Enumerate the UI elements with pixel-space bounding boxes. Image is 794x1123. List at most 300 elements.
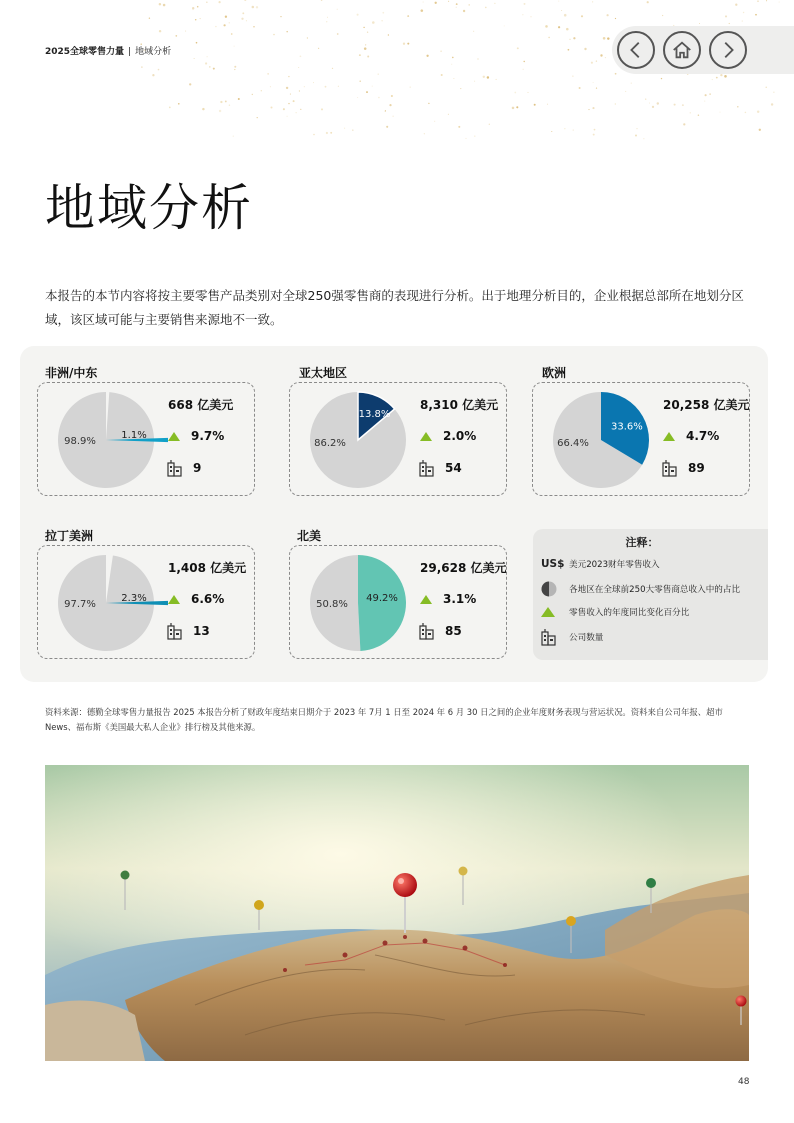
pie-chart <box>533 383 663 497</box>
sparkle-dot <box>234 69 235 70</box>
sparkle-dot <box>759 129 761 131</box>
sparkle-dot <box>318 48 319 49</box>
sparkle-dot <box>300 109 301 110</box>
sparkle-dot <box>690 112 691 113</box>
sparkle-dot <box>280 16 281 17</box>
sparkle-dot <box>225 16 227 18</box>
pie-label: 66.4% <box>557 438 589 449</box>
sparkle-dot <box>547 104 548 105</box>
sparkle-dot <box>378 97 380 99</box>
sparkle-dot <box>290 94 291 95</box>
company-count-row <box>167 459 201 477</box>
sparkle-dot <box>548 37 549 38</box>
sparkle-dot <box>448 114 449 115</box>
sparkle-dot <box>241 18 243 20</box>
sparkle-dot <box>326 21 327 22</box>
growth-up-icon <box>168 595 180 604</box>
map-with-pins-image <box>45 765 749 1061</box>
sparkle-dot <box>558 26 560 28</box>
sparkle-dot <box>757 111 759 113</box>
sparkle-dot <box>757 0 759 2</box>
sparkle-dot <box>561 10 562 11</box>
sparkle-dot <box>699 23 700 24</box>
growth-row <box>420 429 476 443</box>
company-count-row <box>419 459 462 477</box>
building-icon <box>167 622 183 640</box>
sparkle-dot <box>158 69 160 71</box>
sparkle-dot <box>338 86 339 87</box>
sparkle-dot <box>596 60 597 61</box>
sparkle-dot <box>504 25 505 26</box>
sparkle-dot <box>592 107 594 109</box>
sparkle-dot <box>234 46 235 47</box>
sparkle-dot <box>709 93 710 94</box>
sparkle-dot <box>466 138 467 139</box>
sparkle-dot <box>307 37 308 38</box>
sparkle-dot <box>344 128 345 129</box>
sparkle-dot <box>189 83 191 85</box>
sparkle-dot <box>451 64 452 65</box>
sparkle-dot <box>178 103 180 105</box>
sparkle-dot <box>163 4 166 7</box>
intro-paragraph: 本报告的本节内容将按主要零售产品类别对全球250强零售商的表现进行分析。出于地理分析目的，企业根据总部所在地划分区域，该区域可能与主要销售来源地不一致。 <box>45 288 744 327</box>
sparkle-dot <box>200 18 201 19</box>
sparkle-dot <box>386 126 388 128</box>
sparkle-dot <box>357 14 359 16</box>
sparkle-dot <box>271 107 273 109</box>
sparkle-dot <box>244 0 246 1</box>
sparkle-dot <box>468 4 470 6</box>
sparkle-dot <box>463 10 465 12</box>
sparkle-dot <box>385 110 386 111</box>
sparkle-dot <box>407 43 409 45</box>
region-growth: 3.1% <box>443 592 477 606</box>
sparkle-dot <box>313 82 314 83</box>
sparkle-dot <box>474 135 475 136</box>
pie-label: 50.8% <box>316 599 348 610</box>
region-title: 北美 <box>297 529 322 543</box>
legend-box <box>533 529 768 660</box>
sparkle-dot <box>293 100 295 102</box>
sparkle-dot <box>304 86 305 87</box>
legend-text: 零售收入的年度同比变化百分比 <box>569 608 690 618</box>
sparkle-dot <box>388 34 389 35</box>
sparkle-dot <box>270 86 271 87</box>
sparkle-dot <box>223 24 225 26</box>
region-growth: 9.7% <box>191 429 225 443</box>
region-growth: 6.6% <box>191 592 225 606</box>
sparkle-dot <box>332 68 333 69</box>
region-company-count: 89 <box>688 461 705 475</box>
sparkle-dot <box>234 66 236 68</box>
sparkle-dot <box>283 108 285 110</box>
sparkle-dot <box>682 104 684 106</box>
sparkle-dot <box>474 81 475 82</box>
region-revenue: 8,310 亿美元 <box>420 398 499 412</box>
sparkle-dot <box>252 94 253 95</box>
sparkle-dot <box>458 126 460 128</box>
sparkle-dot <box>494 3 495 4</box>
sparkle-dot <box>393 116 394 117</box>
sparkle-dot <box>363 27 364 28</box>
sparkle-dot <box>192 7 194 9</box>
page-title: 地域分析 <box>45 179 253 237</box>
region-growth: 2.0% <box>443 429 477 443</box>
sparkle-dot <box>286 87 288 89</box>
region-company-count: 13 <box>193 624 210 638</box>
sparkle-dot <box>273 34 275 36</box>
sparkle-dot <box>605 57 606 58</box>
sparkle-dot <box>545 25 548 28</box>
sparkle-dot <box>581 15 583 17</box>
sparkle-dot <box>141 66 142 67</box>
pie-label: 49.2% <box>366 593 398 604</box>
sparkle-dot <box>195 19 196 20</box>
sparkle-dot <box>229 104 230 105</box>
sparkle-dot <box>238 98 240 100</box>
sparkle-dot <box>698 115 699 116</box>
report-title: 2025全球零售力量 <box>45 47 125 57</box>
sparkle-dot <box>385 111 386 112</box>
growth-row <box>168 429 224 443</box>
region-company-count: 54 <box>445 461 462 475</box>
region-title: 亚太地区 <box>299 366 348 380</box>
sparkle-dot <box>766 0 767 1</box>
sparkle-dot <box>426 55 428 57</box>
sparkle-dot <box>231 33 233 35</box>
sparkle-dot <box>229 22 230 23</box>
region-card <box>37 545 255 659</box>
region-company-count: 85 <box>445 624 462 638</box>
sparkle-dot <box>337 9 338 10</box>
sparkle-dot <box>564 14 567 17</box>
region-revenue: 1,408 亿美元 <box>168 561 247 575</box>
pie-label: 2.3% <box>121 593 147 604</box>
sparkle-dot <box>202 108 204 110</box>
sparkle-dot <box>568 49 570 51</box>
growth-up-icon <box>168 432 180 441</box>
sparkle-dot <box>603 37 606 40</box>
sparkle-dot <box>524 3 526 5</box>
sparkle-dot <box>564 128 565 129</box>
sparkle-dot <box>766 87 767 88</box>
region-title: 非洲/中东 <box>45 366 98 380</box>
sparkle-dot <box>649 103 650 104</box>
sparkle-dot <box>631 83 632 84</box>
sparkle-dot <box>372 21 375 24</box>
building-icon <box>167 459 183 477</box>
sparkle-dot <box>724 75 727 78</box>
legend-item-share <box>541 581 740 597</box>
sparkle-dot <box>337 33 339 35</box>
growth-up-icon <box>420 432 432 441</box>
sparkle-dot <box>637 128 638 129</box>
legend-item-companies <box>541 628 603 646</box>
sparkle-dot <box>410 86 411 87</box>
sparkle-dot <box>720 74 722 76</box>
sparkle-dot <box>729 23 730 24</box>
sparkle-dot <box>364 47 367 50</box>
sparkle-dot <box>452 57 454 59</box>
sparkle-dot <box>330 132 332 134</box>
pie-label: 13.8% <box>358 408 391 420</box>
sparkle-dot <box>367 56 369 58</box>
sparkle-dot <box>615 103 616 104</box>
sparkle-dot <box>296 112 297 113</box>
sparkle-dot <box>652 106 654 108</box>
sparkle-dot <box>725 15 727 17</box>
growth-up-icon <box>420 595 432 604</box>
sparkle-dot <box>220 101 222 103</box>
growth-row <box>420 592 476 606</box>
sparkle-dot <box>456 7 457 8</box>
sparkle-dot <box>572 75 573 76</box>
sparkle-dot <box>487 76 489 78</box>
sparkle-dot <box>674 104 676 106</box>
source-note: 资料来源：德勤全球零售力量报告 2025 本报告分析了财政年度结束日期介于 2023 年 7月 1 日至 2024 年 6 月 30 日之间的企业年度财务表现与营运状况。资料来自公司年报、超市 News、福布斯《美国最大私人企业》排行榜及其他来源。 <box>45 707 723 732</box>
sparkle-dot <box>257 117 258 118</box>
map-photo <box>45 765 749 1061</box>
region-revenue: 668 亿美元 <box>168 398 234 412</box>
sparkle-dot <box>514 92 516 94</box>
triangle-up-icon <box>541 607 555 617</box>
sparkle-dot <box>428 103 429 104</box>
company-count-row <box>662 459 705 477</box>
region-title: 欧洲 <box>542 366 567 380</box>
legend-text: 各地区在全球前250大零售商总收入中的占比 <box>569 585 741 595</box>
sparkle-dot <box>298 67 299 68</box>
sparkle-dot <box>523 69 524 70</box>
sparkle-dot <box>365 44 366 45</box>
sparkle-dot <box>325 86 327 88</box>
prev-page-button[interactable] <box>617 31 655 69</box>
sparkle-dot <box>288 103 289 104</box>
sparkle-dot <box>591 62 593 64</box>
breadcrumb <box>45 44 171 57</box>
currency-label: US$ <box>541 558 565 570</box>
pie-label: 98.9% <box>64 436 96 447</box>
sparkle-dot <box>366 91 368 93</box>
pie-chart <box>290 546 420 660</box>
sparkle-dot <box>256 6 258 8</box>
sparkle-dot <box>321 0 323 1</box>
pie-chart <box>290 383 420 497</box>
building-icon <box>419 459 435 477</box>
building-icon <box>662 459 678 477</box>
sparkle-dot <box>389 104 391 106</box>
sparkle-dot <box>735 4 737 6</box>
sparkle-dot <box>253 26 254 27</box>
sparkle-dot <box>149 18 150 19</box>
sparkle-dot <box>489 124 490 125</box>
sparkle-dot <box>615 73 617 75</box>
sparkle-dot <box>423 2 424 3</box>
sparkle-dot <box>225 100 227 102</box>
sparkle-dot <box>288 76 289 77</box>
sparkle-dot <box>382 12 384 14</box>
chevron-left-icon <box>625 39 647 61</box>
sparkle-dot <box>215 26 216 27</box>
sparkle-dot <box>573 130 574 131</box>
region-company-count: 9 <box>193 461 202 475</box>
breadcrumb-separator: | <box>128 47 132 57</box>
sparkle-dot <box>372 86 373 87</box>
sparkle-dot <box>566 28 569 31</box>
sparkle-dot <box>477 58 478 59</box>
sparkle-dot <box>569 39 570 40</box>
sparkle-dot <box>579 87 581 89</box>
sparkle-dot <box>645 98 646 99</box>
sparkle-dot <box>683 123 685 125</box>
sparkle-dot <box>213 68 215 70</box>
sparkle-dot <box>185 31 186 32</box>
region-revenue: 20,258 亿美元 <box>663 398 750 412</box>
sparkle-dot <box>205 62 207 64</box>
sparkle-dot <box>523 61 524 62</box>
region-title: 拉丁美洲 <box>45 529 94 543</box>
sparkle-dot <box>287 116 288 117</box>
sparkle-dot <box>209 66 211 68</box>
region-card <box>532 382 750 496</box>
sparkle-dot <box>207 56 208 57</box>
sparkle-dot <box>391 95 393 97</box>
sparkle-dot <box>592 1 593 2</box>
sparkle-dot <box>647 1 649 3</box>
sparkle-dot <box>643 138 644 139</box>
sparkle-dot <box>441 74 443 76</box>
sparkle-dot <box>194 58 195 59</box>
sparkle-dot <box>743 12 744 13</box>
sparkle-dot <box>169 107 171 109</box>
sparkle-dot <box>534 104 536 106</box>
sparkle-dot <box>584 48 586 50</box>
sparkle-dot <box>460 88 461 89</box>
sparkle-dot <box>593 134 595 136</box>
sparkle-dot <box>424 133 425 134</box>
page-number: 48 <box>738 1077 750 1087</box>
sparkle-dot <box>407 15 409 17</box>
growth-up-icon <box>663 432 675 441</box>
sparkle-dot <box>773 92 774 93</box>
sparkle-dot <box>219 110 221 112</box>
sparkle-dot <box>196 42 198 44</box>
sparkle-dot <box>716 77 718 79</box>
sparkle-dot <box>367 32 368 33</box>
pie-label: 1.1% <box>121 430 147 441</box>
sparkle-dot <box>528 92 529 93</box>
sparkle-dot <box>600 54 602 56</box>
sparkle-dot <box>662 15 663 16</box>
sparkle-dot <box>704 101 705 102</box>
building-icon <box>419 622 435 640</box>
region-card <box>37 382 255 496</box>
sparkle-dot <box>435 2 437 4</box>
sparkle-dot <box>152 74 154 76</box>
sparkle-dot <box>588 109 589 110</box>
pie-label: 86.2% <box>314 438 346 449</box>
legend-item-growth <box>541 606 689 618</box>
sparkle-dot <box>233 136 234 137</box>
region-growth: 4.7% <box>686 429 720 443</box>
region-card <box>289 545 507 659</box>
sparkle-dot <box>558 1 559 2</box>
sparkle-dot <box>573 37 575 39</box>
sparkle-dot <box>596 87 597 88</box>
sparkle-dot <box>453 78 454 79</box>
sparkle-dot <box>483 76 485 78</box>
sparkle-dot <box>485 7 487 9</box>
pie-chart <box>38 546 168 660</box>
sparkle-dot <box>434 121 435 122</box>
chevron-right-icon <box>717 39 739 61</box>
sparkle-dot <box>321 108 323 110</box>
page-navigation <box>612 26 794 74</box>
sparkle-dot <box>403 43 405 45</box>
sparkle-dot <box>755 14 757 16</box>
sparkle-dot <box>593 82 594 83</box>
sparkle-dot <box>300 55 302 57</box>
growth-row <box>168 592 224 606</box>
sparkle-dot <box>378 73 379 74</box>
sparkle-dot <box>299 90 300 91</box>
region-revenue: 29,628 亿美元 <box>420 561 507 575</box>
sparkle-dot <box>720 112 721 113</box>
pie-icon <box>541 581 557 597</box>
sparkle-dot <box>625 91 626 92</box>
sparkle-dot <box>261 90 262 91</box>
next-page-button[interactable] <box>709 31 747 69</box>
home-button[interactable] <box>663 31 701 69</box>
sparkle-decoration <box>0 0 794 150</box>
sparkle-dot <box>313 134 315 136</box>
sparkle-dot <box>661 78 662 79</box>
growth-row <box>663 429 719 443</box>
home-icon <box>671 39 693 61</box>
sparkle-dot <box>530 16 531 17</box>
sparkle-dot <box>159 30 161 32</box>
sparkle-dot <box>357 97 358 98</box>
sparkle-dot <box>252 6 255 9</box>
sparkle-dot <box>175 35 177 37</box>
legend-text: 公司数量 <box>569 633 604 643</box>
sparkle-dot <box>607 37 609 39</box>
sparkle-dot <box>359 54 361 56</box>
sparkle-dot <box>712 79 713 80</box>
sparkle-dot <box>448 1 449 2</box>
sparkle-dot <box>286 31 288 33</box>
sparkle-dot <box>352 129 354 131</box>
sparkle-dot <box>267 73 268 74</box>
company-count-row <box>419 622 462 640</box>
sparkle-dot <box>456 3 458 5</box>
sparkle-dot <box>635 135 637 137</box>
sparkle-dot <box>197 6 199 8</box>
sparkle-dot <box>742 20 743 21</box>
sparkle-dot <box>551 131 552 132</box>
pie-label: 33.6% <box>611 421 643 433</box>
sparkle-dot <box>159 3 161 5</box>
sparkle-dot <box>771 103 773 105</box>
sparkle-dot <box>737 106 739 108</box>
sparkle-dot <box>615 18 616 19</box>
legend-title: 注释： <box>625 536 659 549</box>
pie-label: 97.7% <box>64 599 96 610</box>
sparkle-dot <box>607 14 609 16</box>
sparkle-dot <box>473 31 474 32</box>
sparkle-dot <box>779 2 780 3</box>
pie-chart <box>38 383 168 497</box>
sparkle-dot <box>745 112 747 114</box>
